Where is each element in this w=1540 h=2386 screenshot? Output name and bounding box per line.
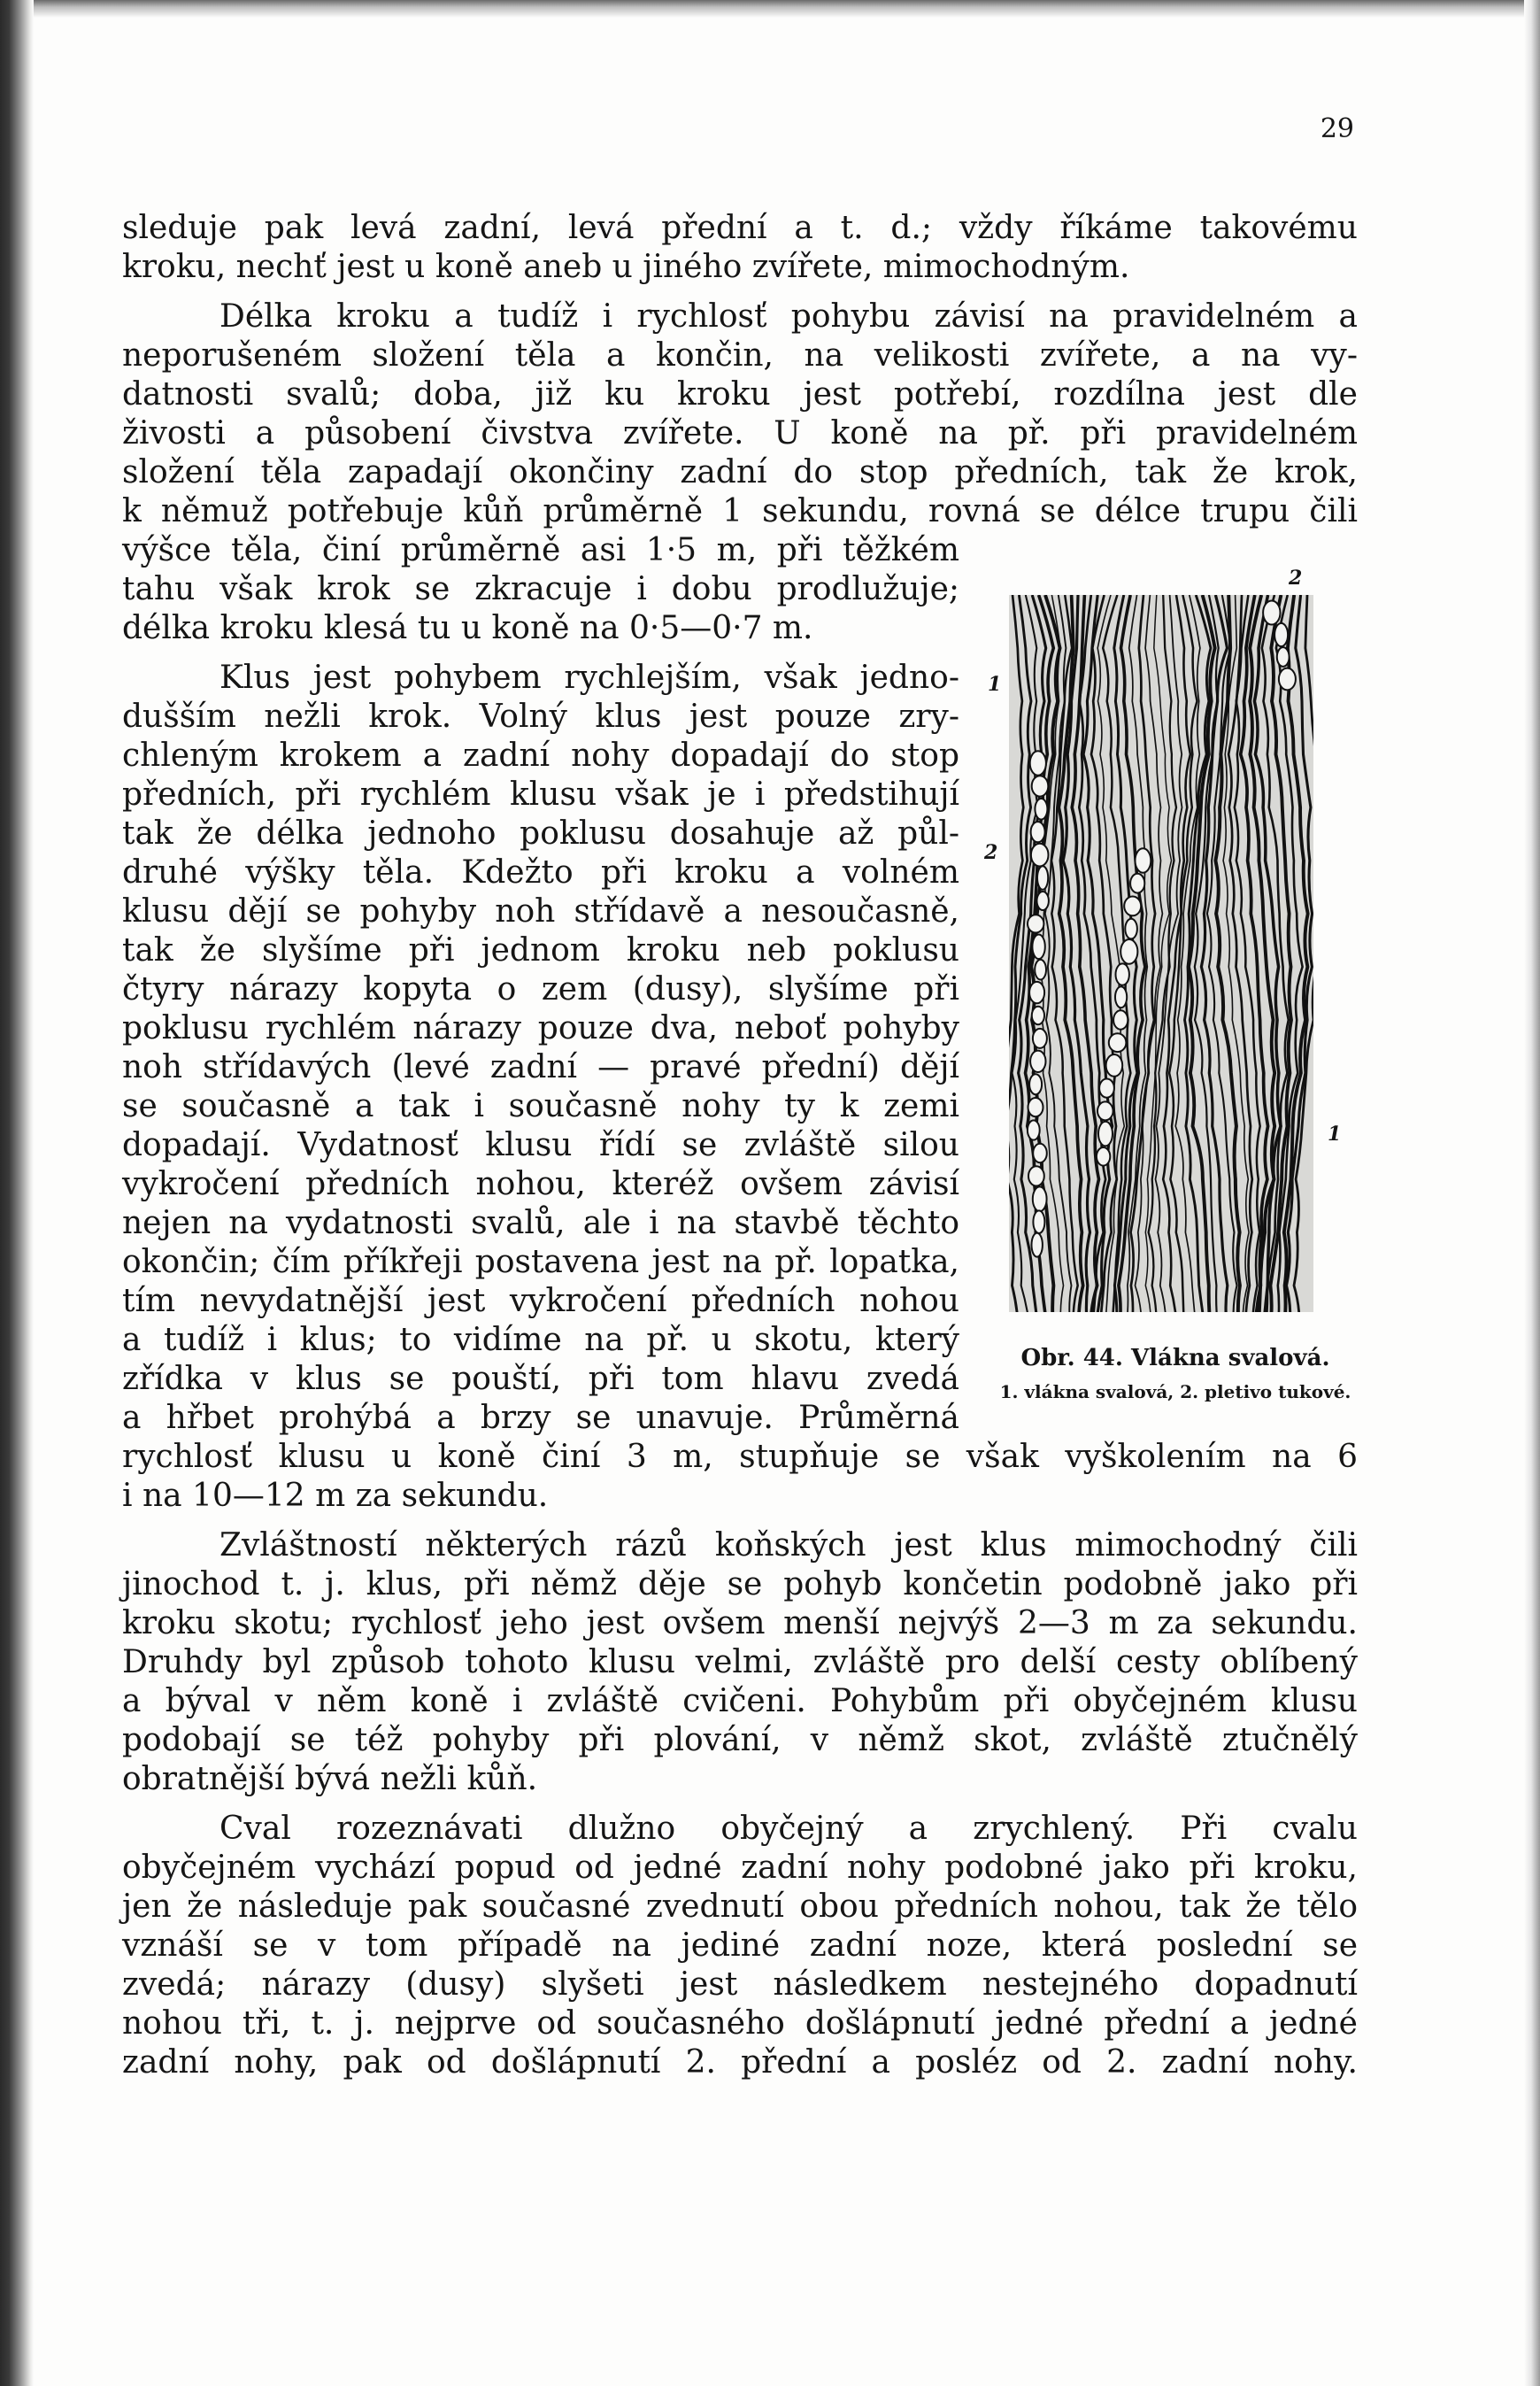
fat-cell [1030, 1051, 1045, 1072]
text-line: k němuž potřebuje kůň průměrně 1 sekundu, rovná se délce trupu čili [122, 493, 1358, 529]
text-line: rychlosť klusu u koně činí 3 m, stupňuje se však vyškolením na 6 [122, 1439, 1358, 1475]
fat-cell [1130, 874, 1144, 893]
fat-cell [1113, 1010, 1128, 1029]
fat-cell [1136, 848, 1151, 872]
fat-cell [1115, 986, 1127, 1008]
text-line: noh střídavých (levé zadní — pravé přední) dějí [122, 1049, 959, 1085]
text-line: druhé výšky těla. Kdežto při kroku a volném [122, 854, 959, 891]
fat-cell [1033, 1029, 1047, 1048]
fat-cell [1033, 1210, 1044, 1233]
fat-cell [1124, 897, 1141, 916]
text-line: tím nevydatnější jest vykročení předních nohou [122, 1283, 959, 1319]
text-line: sleduje pak levá zadní, levá přední a t. d.; vždy říkáme takovému [122, 210, 1358, 246]
fat-cell [1037, 866, 1048, 890]
fat-cell [1263, 601, 1280, 625]
fat-cell [1277, 647, 1290, 667]
scan-edge-top [0, 0, 1540, 18]
text-line: podobají se též pohyby při plování, v němž skot, zvláště ztučnělý [122, 1722, 1358, 1758]
fat-cell [1032, 1007, 1044, 1024]
text-line: zvedá; nárazy (dusy) slyšeti jest následkem nestejného dopadnutí [122, 1966, 1358, 2003]
text-line: živosti a působení čivstva zvířete. U koně na př. při pravidelném [122, 415, 1358, 452]
text-line: výšce těla, činí průměrně asi 1·5 m, při těžkém [122, 532, 959, 568]
text-line: i na 10—12 m za sekundu. [122, 1478, 549, 1514]
fat-cell [1029, 982, 1044, 1003]
scan-edge-right [1524, 0, 1540, 2386]
fat-cell [1097, 1147, 1110, 1166]
fat-cell [1274, 623, 1288, 646]
fat-cell [1037, 892, 1049, 910]
text-line: čtyry nárazy kopyta o zem (dusy), slyšíme při [122, 971, 959, 1008]
text-line: datnosti svalů; doba, již ku kroku jest potřebí, rozdílna jest dle [122, 376, 1358, 413]
text-line: složení těla zapadají okončiny zadní do stop předních, tak že krok, [122, 454, 1358, 490]
figure-label-1-left: 1 [988, 673, 1002, 696]
text-line: nejen na vydatnosti svalů, ale i na stavbě těchto [122, 1205, 959, 1241]
text-line: a tudíž i klus; to vidíme na př. u skotu, který [122, 1322, 959, 1358]
text-line: obyčejném vychází popud od jedné zadní nohy podobné jako při kroku, [122, 1849, 1358, 1886]
fat-cell [1033, 1144, 1047, 1162]
fat-cell [1125, 919, 1137, 939]
figure-caption: Obr. 44. Vlákna svalová. [1020, 1345, 1330, 1371]
text-line: poklusu rychlém nárazy pouze dva, neboť pohyby [122, 1010, 959, 1046]
text-line: vznáší se v tom případě na jediné zadní noze, která poslední se [122, 1927, 1358, 1964]
text-line: jen že následuje pak současné zvednutí obou předních nohou, tak že tělo [122, 1888, 1358, 1925]
book-spine-edge [0, 0, 34, 2386]
fat-cell [1032, 776, 1049, 796]
page-number: 29 [1320, 113, 1354, 144]
fat-cell [1030, 751, 1046, 775]
text-line: a býval v něm koně i zvláště cvičeni. Pohybům při obyčejném klusu [122, 1683, 1358, 1719]
fat-cell [1106, 1054, 1123, 1077]
text-line: Cval rozeznávati dlužno obyčejný a zrychlený. Při cvalu [219, 1811, 1358, 1847]
figure-label-1-right: 1 [1328, 1123, 1342, 1146]
fat-cell [1029, 1074, 1042, 1094]
fat-cell [1109, 1033, 1127, 1052]
text-line: zřídka v klus se pouští, při tom hlavu zvedá [122, 1361, 959, 1397]
fat-cell [1035, 799, 1047, 820]
fat-cell [1028, 915, 1043, 932]
fat-cell [1120, 939, 1137, 964]
text-line: vykročení předních nohou, kteréž ovšem závisí [122, 1166, 959, 1202]
text-line: tak že slyšíme při jednom kroku neb poklusu [122, 932, 959, 969]
text-line: neporušeném složení těla a končin, na velikosti zvířete, a na vy- [122, 337, 1358, 374]
figure-label-2-left: 2 [984, 841, 998, 864]
fat-cell [1033, 1186, 1047, 1211]
text-line: zadní nohy, pak od došlápnutí 2. přední a posléz od 2. zadní nohy. [122, 2044, 1358, 2081]
text-line: a hřbet prohýbá a brzy se unavuje. Průměrná [122, 1400, 959, 1436]
text-line: délka kroku klesá tu u koně na 0·5—0·7 m. [122, 610, 813, 646]
fat-cell [1028, 1120, 1040, 1139]
muscle-fiber-figure [1009, 595, 1313, 1312]
text-line: okončin; čím příkřeji postavena jest na př. lopatka, [122, 1244, 959, 1280]
text-line: Druhdy byl způsob tohoto klusu velmi, zvláště pro delší cesty oblíbený [122, 1644, 1358, 1680]
fat-cell [1116, 963, 1129, 985]
figure-legend: 1. vlákna svalová, 2. pletivo tukové. [999, 1381, 1351, 1402]
text-line: kroku skotu; rychlosť jeho jest ovšem menší nejvýš 2—3 m za sekundu. [122, 1605, 1358, 1641]
muscle-fiber-illustration [1009, 595, 1313, 1312]
text-line: tahu však krok se zkracuje i dobu prodlužuje; [122, 571, 959, 607]
fat-cell [1098, 1122, 1113, 1147]
fat-cell [1097, 1101, 1113, 1120]
text-line: dušším nežli krok. Volný klus jest pouze zry- [122, 699, 959, 735]
text-line: Klus jest pohybem rychlejším, však jedno- [219, 660, 959, 696]
fat-cell [1032, 1233, 1043, 1257]
fat-cell [1032, 935, 1044, 960]
text-line: předních, při rychlém klusu však je i předstihují [122, 776, 959, 813]
text-line: se současně a tak i současně nohy ty k zemi [122, 1088, 959, 1124]
text-line: Zvláštností některých rázů koňských jest klus mimochodný čili [219, 1527, 1358, 1564]
fat-cell [1031, 822, 1045, 842]
fat-cell [1028, 1098, 1043, 1116]
fat-cell [1279, 668, 1296, 691]
fat-cell [1028, 1166, 1044, 1185]
text-line: chleným krokem a zadní nohy dopadají do stop [122, 737, 959, 774]
text-line: jinochod t. j. klus, při němž děje se pohyb končetin podobně jako při [122, 1566, 1358, 1602]
text-line: tak že délka jednoho poklusu dosahuje až půl- [122, 815, 959, 852]
text-line: obratnější bývá nežli kůň. [122, 1761, 538, 1797]
text-line: Délka kroku a tudíž i rychlosť pohybu závisí na pravidelném a [219, 298, 1358, 335]
fat-cell [1035, 960, 1046, 980]
text-line: kroku, nechť jest u koně aneb u jiného zvířete, mimochodným. [122, 249, 1130, 285]
fat-cell [1031, 844, 1049, 867]
figure-label-2-top: 2 [1289, 567, 1303, 590]
fat-cell [1099, 1079, 1114, 1098]
text-line: klusu dějí se pohyby noh střídavě a nesoučasně, [122, 893, 959, 930]
text-line: nohou tři, t. j. nejprve od současného došlápnutí jedné přední a jedné [122, 2005, 1358, 2042]
text-line: dopadají. Vydatnosť klusu řídí se zvláště silou [122, 1127, 959, 1163]
